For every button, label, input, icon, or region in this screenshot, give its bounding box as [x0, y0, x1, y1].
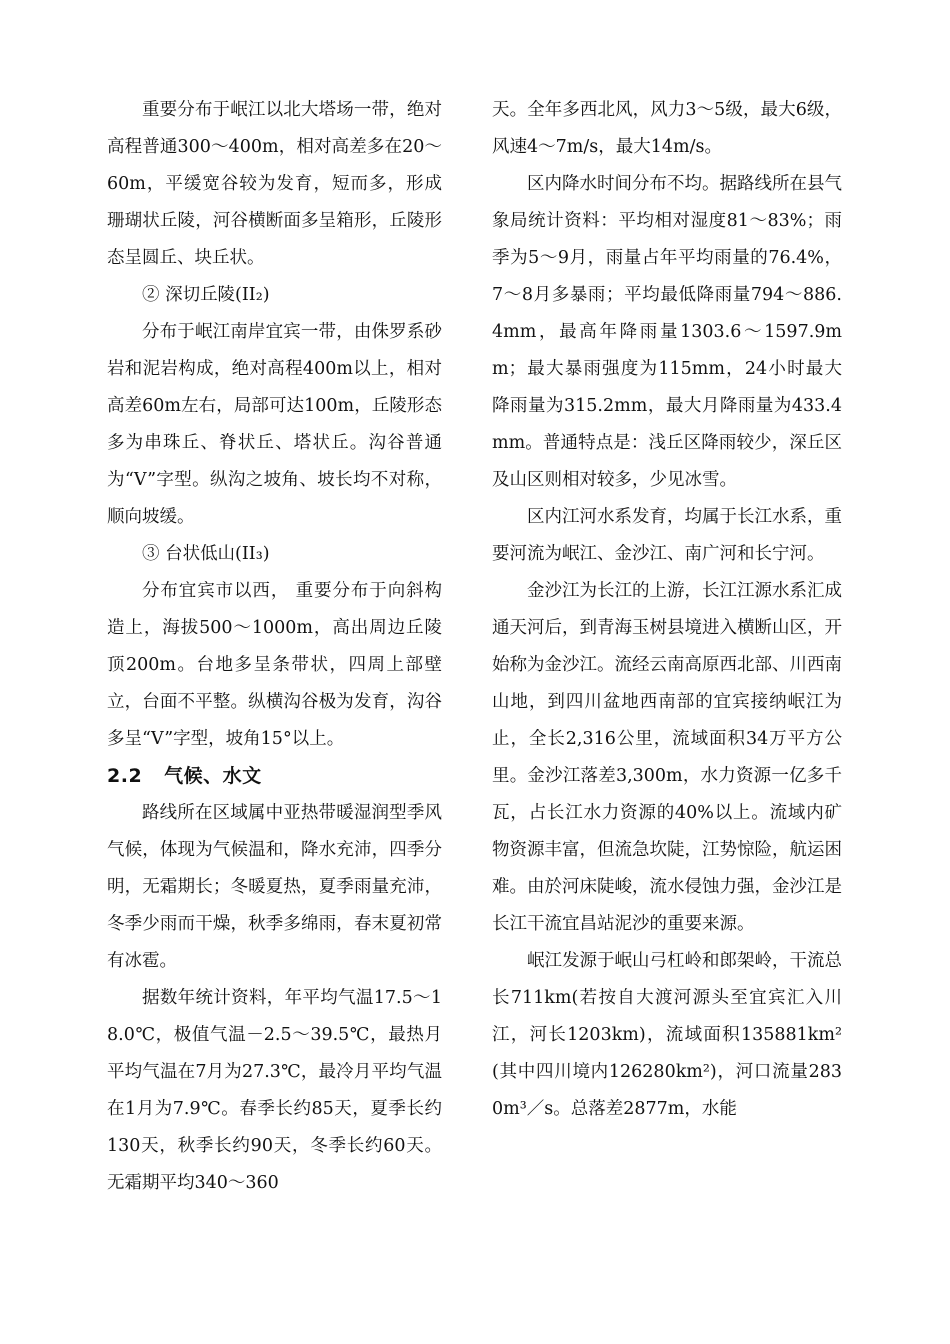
- right-text-column: [492, 92, 842, 1128]
- section-heading: [107, 758, 442, 795]
- paragraph: 金沙江为长江的上游，长江江源水系汇成通天河后，到青海玉树县境进入横断山区，开始称为金沙江。流经云南高原西北部、川西南山地，到四川盆地西南部的宜宾接纳岷江为止，全长2,316公里，流域面积34万平方公里。金沙江落差3,300m，水力资源一亿多千瓦，占长江水力资源的40%以上。流域内矿物资源丰富，但流急坎陡，江势惊险，航运困难。由於河床陡峻，流水侵蚀力强，金沙江是长江干流宜昌站泥沙的重要来源。: [492, 581, 842, 934]
- section-title: 气候、水文: [164, 765, 262, 787]
- paragraph: 区内降水时间分布不均。据路线所在县气象局统计资料：平均相对湿度81～83%；雨季为5～9月，雨量占年平均雨量的76.4%，7～8月多暴雨；平均最低降雨量794～886.4mm，最高年降雨量1303.6～1597.9mm；最大暴雨强度为115mm，24小时最大降雨量为315.2mm，最大月降雨量为433.4mm。普通特点是：浅丘区降雨较少，深丘区及山区则相对较多，少见冰雪。: [492, 174, 842, 490]
- section-number: 2.2: [107, 765, 143, 787]
- paragraph: 分布于岷江南岸宜宾一带，由侏罗系砂岩和泥岩构成，绝对高程400m以上，相对高差60m左右，局部可达100m，丘陵形态多为串珠丘、脊状丘、塔状丘。沟谷普通为“V”字型。纵沟之坡角、坡长均不对称，顺向坡缓。: [107, 322, 442, 527]
- paragraph: 据数年统计资料，年平均气温17.5～18.0℃，极值气温－2.5～39.5℃，最热月平均气温在7月为27.3℃，最冷月平均气温在1月为7.9℃。春季长约85天，夏季长约130天，秋季长约90天，冬季长约60天。无霜期平均340～360: [107, 988, 442, 1193]
- paragraph: ② 深切丘陵(II₂): [142, 285, 270, 305]
- paragraph: 岷江发源于岷山弓杠岭和郎架岭，干流总长711km(若按自大渡河源头至宜宾汇入川江，河长1203km)，流域面积135881km²(其中四川境内126280km²)，河口流量2830m³／s。总落差2877m，水能: [492, 951, 842, 1119]
- paragraph: 重要分布于岷江以北大塔场一带，绝对高程普通300～400m，相对高差多在20～60m，平缓宽谷较为发育，短而多，形成珊瑚状丘陵，河谷横断面多呈箱形，丘陵形态呈圆丘、块丘状。: [107, 100, 442, 268]
- paragraph: ③ 台状低山(II₃): [142, 544, 270, 564]
- paragraph: 路线所在区域属中亚热带暖湿润型季风气候，体现为气候温和，降水充沛，四季分明，无霜期长；冬暖夏热，夏季雨量充沛，冬季少雨而干燥，秋季多绵雨，春末夏初常有冰雹。: [107, 803, 442, 971]
- left-text-column: [107, 92, 442, 1202]
- paragraph: 分布宜宾市以西， 重要分布于向斜构造上，海拔500～1000m，高出周边丘陵顶200m。台地多呈条带状，四周上部壁立，台面不平整。纵横沟谷极为发育，沟谷多呈“V”字型，坡角15°以上。: [107, 581, 442, 749]
- paragraph: 区内江河水系发育，均属于长江水系，重要河流为岷江、金沙江、南广河和长宁河。: [492, 507, 842, 564]
- paragraph: 天。全年多西北风，风力3～5级，最大6级，风速4～7m/s，最大14m/s。: [492, 100, 842, 157]
